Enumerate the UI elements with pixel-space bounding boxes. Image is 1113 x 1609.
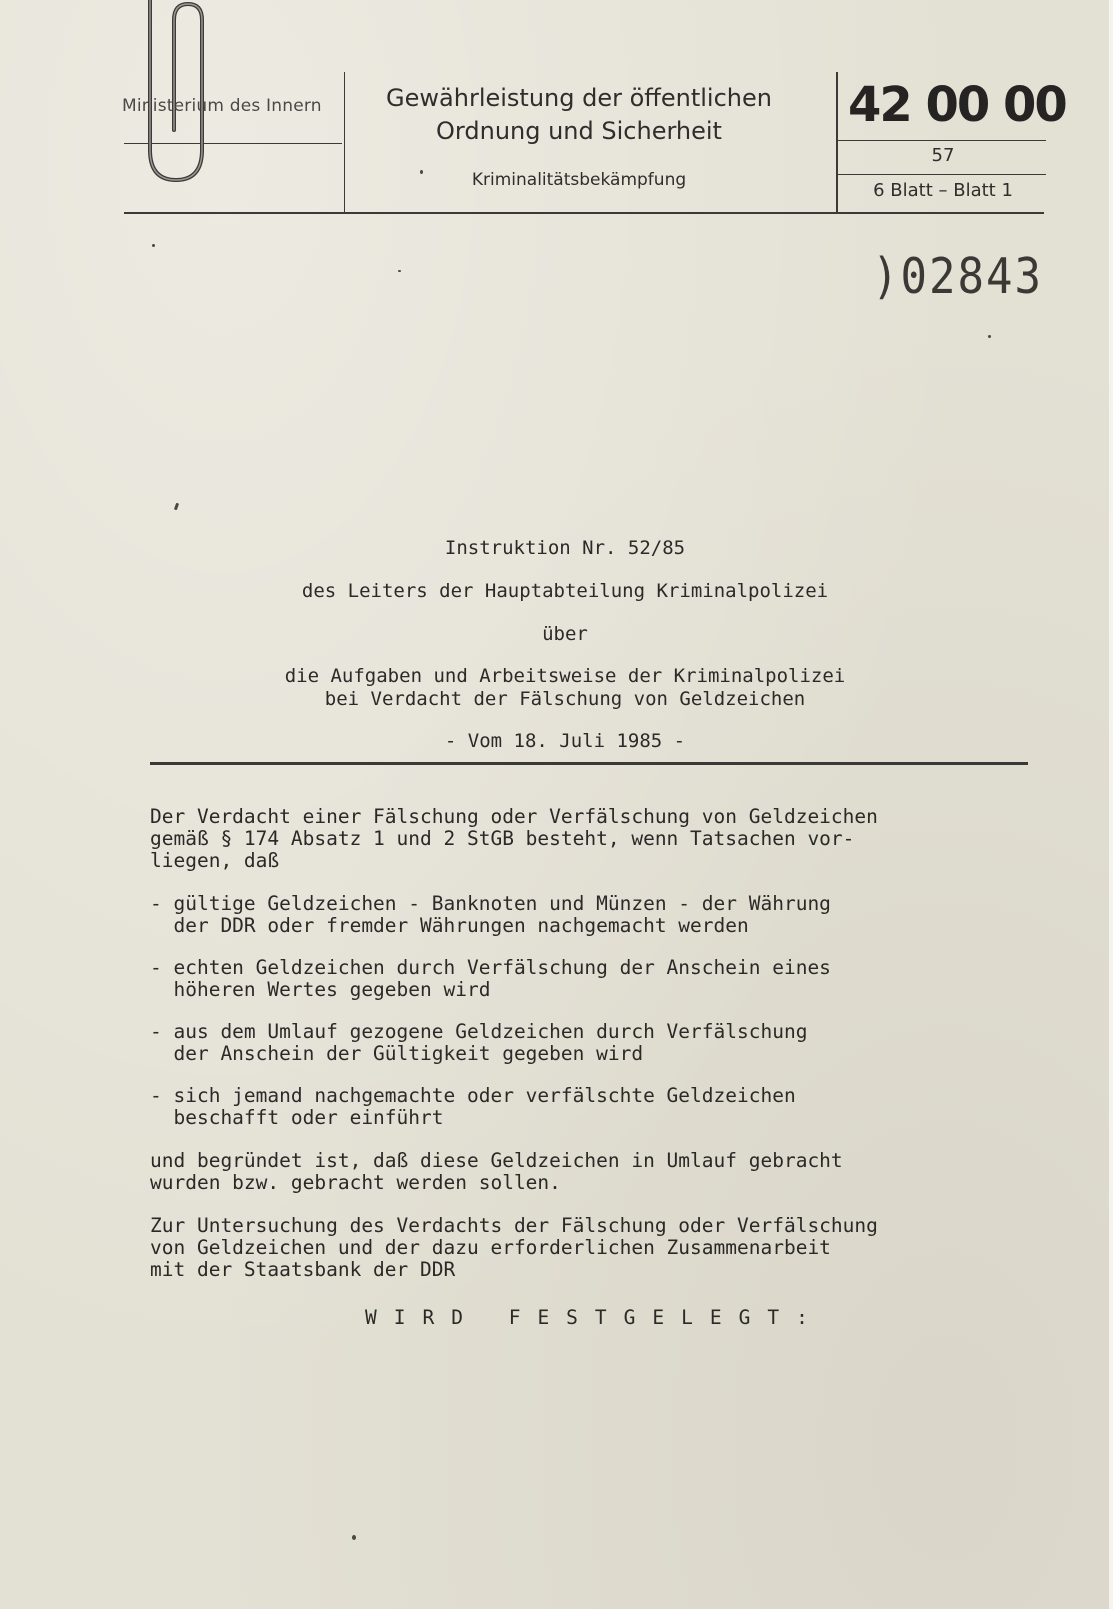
paper-speck <box>988 335 991 338</box>
paper-speck <box>398 270 401 272</box>
classification-code: 42 00 00 <box>848 77 1066 133</box>
intro-paragraph: Der Verdacht einer Fälschung oder Verfälschung von Geldzeichen gemäß § 174 Absatz 1 und 2 StGB besteht, wenn Tatsachen vor- liegen, daß <box>150 805 878 872</box>
paper-speck <box>420 170 423 174</box>
sheet-count: 6 Blatt – Blatt 1 <box>873 180 1013 201</box>
instruction-about: über <box>542 623 588 645</box>
title-rule <box>150 762 1028 765</box>
classification-subcode: 57 <box>931 145 955 166</box>
continuation-paragraph: und begründet ist, daß diese Geldzeichen in Umlauf gebracht wurden bzw. gebracht werden sollen. <box>150 1149 843 1194</box>
list-item: - sich jemand nachgemachte oder verfälschte Geldzeichen beschafft oder einführt <box>150 1084 796 1129</box>
instruction-topic-line-1: die Aufgaben und Arbeitsweise der Kriminalpolizei <box>284 665 846 687</box>
list-item: - echten Geldzeichen durch Verfälschung der Anschein eines höheren Wertes gegeben wird <box>150 956 831 1001</box>
list-item: - gültige Geldzeichen - Banknoten und Münzen - der Währung der DDR oder fremder Währungen nachgemacht werden <box>150 892 831 937</box>
document-subsubject: Kriminalitätsbekämpfung <box>471 170 687 190</box>
purpose-paragraph: Zur Untersuchung des Verdachts der Fälschung oder Verfälschung von Geldzeichen und der dazu erforderlichen Zusammenarbeit mit der Staatsbank der DDR <box>150 1214 878 1281</box>
paper-speck <box>152 244 155 247</box>
instruction-issuer: des Leiters der Hauptabteilung Kriminalpolizei <box>301 580 829 602</box>
code-sub-underline <box>838 174 1046 175</box>
stamped-number: )02843 <box>872 248 1043 306</box>
paper-speck <box>352 1535 356 1540</box>
instruction-date: - Vom 18. Juli 1985 - <box>444 730 686 752</box>
document-subject <box>344 82 814 148</box>
page-edge <box>1109 0 1113 1609</box>
subject-line-2: Ordnung und Sicherheit <box>436 117 722 145</box>
instruction-topic-line-2: bei Verdacht der Fälschung von Geldzeichen <box>324 688 806 710</box>
ministry-name: Ministerium des Innern <box>122 96 322 116</box>
list-item: - aus dem Umlauf gezogene Geldzeichen durch Verfälschung der Anschein der Gültigkeit gegeben wird <box>150 1020 808 1065</box>
paperclip-icon <box>136 0 216 190</box>
decree-heading: WIRD FESTGELEGT: <box>365 1306 825 1329</box>
subject-line-1: Gewährleistung der öffentlichen <box>386 84 772 112</box>
header-bottom-rule <box>124 212 1044 214</box>
instruction-number: Instruktion Nr. 52/85 <box>444 537 686 559</box>
code-underline <box>838 140 1046 141</box>
